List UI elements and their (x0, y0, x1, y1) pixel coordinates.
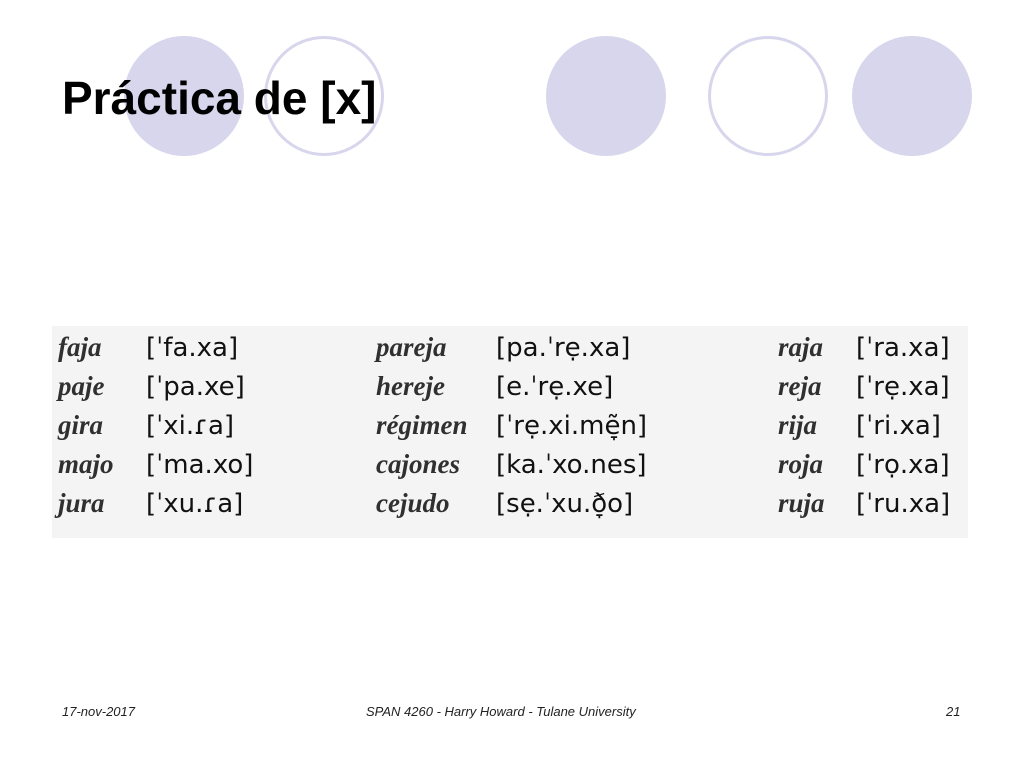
word-column (376, 328, 647, 523)
word-row (376, 484, 647, 523)
word-row (58, 445, 253, 484)
spanish-word: ruja (778, 488, 825, 518)
ipa-transcription: [ˈrẹ.xa] (856, 371, 950, 402)
ipa-transcription: [ˈrọ.xa] (856, 449, 950, 480)
word-table (52, 326, 968, 538)
word-row (778, 484, 950, 523)
word-row (58, 484, 253, 523)
decorative-circle-outline (708, 36, 828, 156)
word-row (778, 445, 950, 484)
ipa-transcription: [ˈpa.xe] (146, 371, 245, 402)
word-column (58, 328, 253, 523)
word-row (376, 445, 647, 484)
word-row (778, 328, 950, 367)
ipa-transcription: [ˈrẹ.xi.mẽ̞n] (496, 410, 648, 441)
spanish-word: pareja (376, 332, 447, 362)
spanish-word: majo (58, 449, 114, 479)
spanish-word: reja (778, 371, 822, 401)
word-row (58, 367, 253, 406)
word-row (778, 367, 950, 406)
ipa-transcription: [sẹ.ˈxu.ð̞o] (496, 488, 634, 519)
spanish-word: roja (778, 449, 824, 479)
spanish-word: cejudo (376, 488, 450, 518)
word-column (778, 328, 950, 523)
ipa-transcription: [ka.ˈxo.nes] (496, 449, 647, 480)
ipa-transcription: [ˈra.xa] (856, 332, 950, 363)
footer-date: 17-nov-2017 (62, 704, 135, 719)
ipa-transcription: [ˈri.xa] (856, 410, 941, 441)
spanish-word: régimen (376, 410, 468, 440)
decorative-circle-filled (546, 36, 666, 156)
word-row (778, 406, 950, 445)
ipa-transcription: [ˈxi.ɾa] (146, 410, 235, 441)
spanish-word: paje (58, 371, 105, 401)
spanish-word: raja (778, 332, 824, 362)
slide-title: Práctica de [x] (62, 72, 377, 124)
spanish-word: jura (58, 488, 105, 518)
ipa-transcription: [e.ˈrẹ.xe] (496, 371, 614, 402)
ipa-transcription: [ˈma.xo] (146, 449, 254, 480)
ipa-transcription: [ˈxu.ɾa] (146, 488, 244, 519)
decorative-circle-filled (852, 36, 972, 156)
spanish-word: gira (58, 410, 104, 440)
page-number: 21 (946, 704, 961, 719)
ipa-transcription: [pa.ˈrẹ.xa] (496, 332, 631, 363)
word-row (58, 328, 253, 367)
word-row (376, 367, 647, 406)
ipa-transcription: [ˈru.xa] (856, 488, 951, 519)
spanish-word: rija (778, 410, 818, 440)
word-row (58, 406, 253, 445)
spanish-word: faja (58, 332, 102, 362)
word-row (376, 406, 647, 445)
spanish-word: hereje (376, 371, 445, 401)
ipa-transcription: [ˈfa.xa] (146, 332, 239, 363)
footer-course: SPAN 4260 - Harry Howard - Tulane University (366, 704, 636, 719)
spanish-word: cajones (376, 449, 460, 479)
word-row (376, 328, 647, 367)
